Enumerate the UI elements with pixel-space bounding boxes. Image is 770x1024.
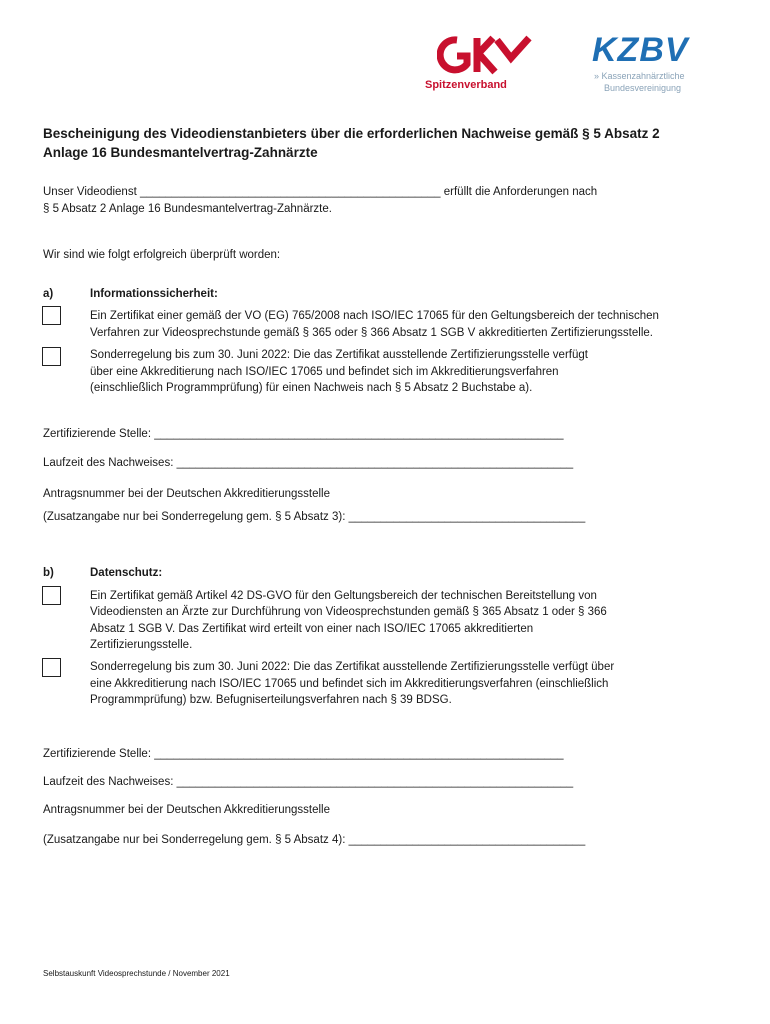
- page-title-line2: Anlage 16 Bundesmantelvertrag-Zahnärzte: [43, 145, 318, 160]
- section-a-heading: Informationssicherheit:: [90, 288, 218, 300]
- section-a-antrag-field[interactable]: (Zusatzangabe nur bei Sonderregelung gem. § 5 Absatz 3): _____________________________________: [43, 511, 586, 523]
- section-a-option2-line1: Sonderregelung bis zum 30. Juni 2022: Die das Zertifikat ausstellende Zertifizierungsstelle verfügt: [90, 349, 588, 361]
- section-b-heading: Datenschutz:: [90, 567, 163, 579]
- section-b-letter: b): [43, 567, 54, 579]
- section-b-antrag-line1: Antragsnummer bei der Deutschen Akkreditierungsstelle: [43, 804, 331, 816]
- section-b-option2-checkbox[interactable]: [42, 658, 61, 677]
- section-b-option1-line4: Zertifizierungsstelle.: [90, 639, 193, 651]
- section-a-antrag-line1: Antragsnummer bei der Deutschen Akkreditierungsstelle: [43, 488, 331, 500]
- intro-line2: § 5 Absatz 2 Anlage 16 Bundesmantelvertrag-Zahnärzte.: [43, 203, 332, 215]
- kzbv-subtitle-2: Bundesvereinigung: [604, 83, 682, 93]
- section-a-field-stelle[interactable]: Zertifizierende Stelle: ________________________________________________________________: [43, 428, 564, 440]
- section-a-option2-checkbox[interactable]: [42, 347, 61, 366]
- page-title-line1: Bescheinigung des Videodienstanbieters über die erforderlichen Nachweise gemäß § 5 Absatz 2: [43, 126, 660, 141]
- section-b-option1-checkbox[interactable]: [42, 586, 61, 605]
- section-b-option2-line1: Sonderregelung bis zum 30. Juni 2022: Die das Zertifikat ausstellende Zertifizierungsstelle verfügt über: [90, 661, 615, 673]
- section-a-field-laufzeit[interactable]: Laufzeit des Nachweises: ______________________________________________________________: [43, 457, 574, 469]
- footer-text: Selbstauskunft Videosprechstunde / November 2021: [43, 969, 230, 978]
- section-a-option1-line1: Ein Zertifikat einer gemäß der VO (EG) 765/2008 nach ISO/IEC 17065 für den Geltungsbereich der technischen: [90, 310, 659, 322]
- section-b-field-laufzeit[interactable]: Laufzeit des Nachweises: ______________________________________________________________: [43, 776, 574, 788]
- section-b-field-stelle[interactable]: Zertifizierende Stelle: ________________________________________________________________: [43, 748, 564, 760]
- section-b-option2-line3: Programmprüfung) bzw. Befugniserteilungsverfahren nach § 39 BDSG.: [90, 694, 452, 706]
- kzbv-logo: [592, 32, 722, 96]
- intro-line1: Unser Videodienst _______________________________________________ erfüllt die Anforderungen nach: [43, 186, 598, 198]
- gkv-subtitle: Spitzenverband: [425, 79, 507, 91]
- section-b-option2-line2: eine Akkreditierung nach ISO/IEC 17065 und befindet sich im Akkreditierungsverfahren (einschließlich: [90, 678, 609, 690]
- section-a-option2-line2: über eine Akkreditierung nach ISO/IEC 17065 und befindet sich im Akkreditierungsverfahren: [90, 366, 559, 378]
- section-b-option1-line1: Ein Zertifikat gemäß Artikel 42 DS-GVO für den Geltungsbereich der technischen Bereitstellung von: [90, 590, 597, 602]
- kzbv-wordmark: KZBV: [592, 31, 689, 69]
- checked-statement: Wir sind wie folgt erfolgreich überprüft worden:: [43, 249, 281, 261]
- section-b-option1-line3: Absatz 1 SGB V. Das Zertifikat wird erteilt von einer nach ISO/IEC 17065 akkreditierten: [90, 623, 534, 635]
- section-a-option2-line3: (einschließlich Programmprüfung) für einen Nachweis nach § 5 Absatz 2 Buchstabe a).: [90, 382, 533, 394]
- section-a-option1-checkbox[interactable]: [42, 306, 61, 325]
- gkv-logo-mark: [437, 34, 533, 76]
- section-a-letter: a): [43, 288, 54, 300]
- section-a-option1-line2: Verfahren zur Videosprechstunde gemäß § 365 oder § 366 Absatz 1 SGB V akkreditierten Zertifizierungsstelle.: [90, 327, 653, 339]
- kzbv-subtitle-1: » Kassenzahnärztliche: [594, 71, 685, 81]
- gkv-logo: [425, 34, 533, 96]
- section-b-antrag-field[interactable]: (Zusatzangabe nur bei Sonderregelung gem. § 5 Absatz 4): _____________________________________: [43, 834, 586, 846]
- section-b-option1-line2: Videodiensten an Ärzte zur Durchführung von Videosprechstunden gemäß § 365 Absatz 1 oder § 366: [90, 606, 607, 618]
